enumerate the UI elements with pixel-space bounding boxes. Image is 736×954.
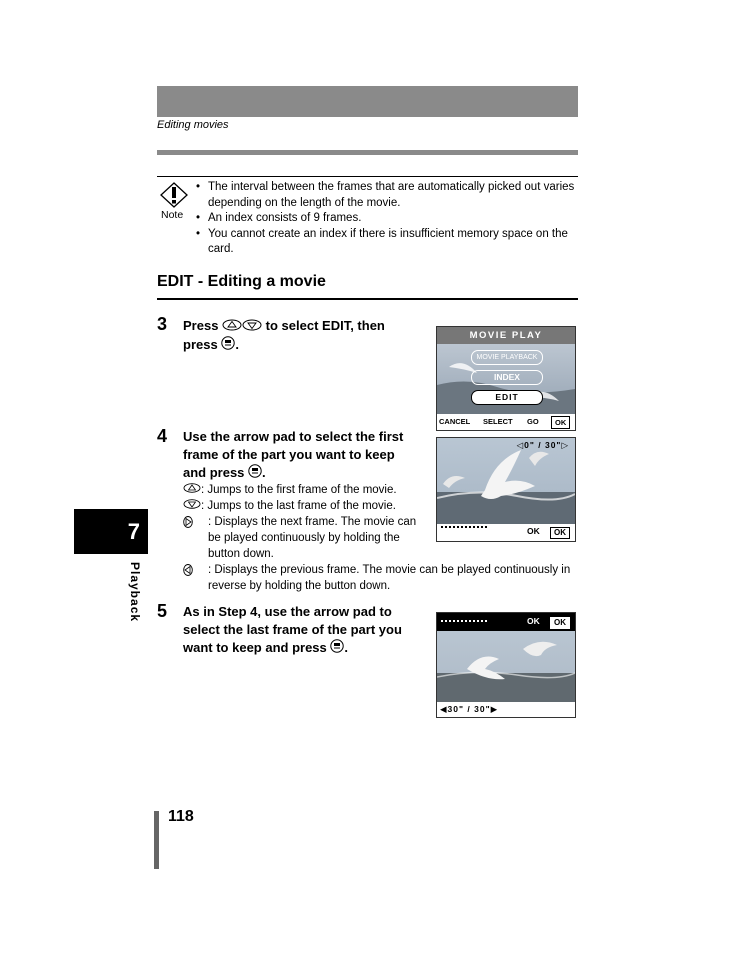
right-arrow-icon: ▷ xyxy=(561,440,569,450)
step5-text-c: want to keep and press xyxy=(183,640,327,655)
camera-screen-menu xyxy=(436,326,576,431)
note-top-rule xyxy=(157,176,578,177)
step4-item-up xyxy=(183,482,428,498)
menu-option-index[interactable]: INDEX xyxy=(471,370,543,385)
step4-item-right xyxy=(183,514,428,562)
step-number: 4 xyxy=(157,426,168,446)
section-title: EDIT - Editing a movie xyxy=(157,273,326,290)
step5-text-b: select the last frame of the part you xyxy=(183,622,402,637)
step3-text-c: press xyxy=(183,336,218,352)
frame-time-readout xyxy=(517,440,569,451)
page-number: 118 xyxy=(168,808,194,825)
screen3-ok-label: OK xyxy=(527,616,540,626)
go-label: GO xyxy=(527,417,539,426)
step3-text-d: . xyxy=(235,336,239,352)
note-label: Note xyxy=(161,209,184,221)
header-rule xyxy=(157,150,578,155)
menu-option-movie-playback[interactable]: MOVIE PLAYBACK xyxy=(471,350,543,365)
left-arrow-icon: ◁ xyxy=(516,440,525,450)
step5-text-a: As in Step 4, use the arrow pad to xyxy=(183,604,392,619)
up-down-button-icon xyxy=(222,318,262,336)
screen-menu-bottom-bar xyxy=(437,414,575,430)
camera-screen-last-frame xyxy=(436,612,576,718)
step-number: 5 xyxy=(157,601,168,621)
chapter-number: 7 xyxy=(127,518,140,544)
step4-item-text: : Jumps to the last frame of the movie. xyxy=(201,500,396,513)
step3-text-b: to select EDIT, then xyxy=(265,318,385,333)
chapter-label: Playback xyxy=(128,562,142,623)
step4-text xyxy=(183,428,428,483)
ok-box: OK xyxy=(551,416,570,429)
note-list xyxy=(196,180,580,258)
down-button-icon xyxy=(183,498,201,514)
section-rule xyxy=(157,298,578,300)
step4-text-a: Use the arrow pad to select the first xyxy=(183,429,404,444)
page-number-bar xyxy=(154,811,159,869)
step5-text xyxy=(183,603,433,658)
screen-menu-title: MOVIE PLAY xyxy=(469,330,543,341)
note-item: • An index consists of 9 frames. xyxy=(196,211,580,227)
right-arrow-icon: ▶ xyxy=(490,704,499,714)
ok-button-icon xyxy=(248,464,262,483)
step3-text-a: Press xyxy=(183,318,219,333)
time-text: 30" / 30" xyxy=(447,704,491,714)
step4-item-text: : Jumps to the first frame of the movie. xyxy=(201,484,397,497)
step5-text-d: . xyxy=(344,640,349,655)
note-item: • You cannot create an index if there is insufficient memory space on the card. xyxy=(196,227,580,258)
camera-screen-first-frame xyxy=(436,437,576,542)
up-button-icon xyxy=(183,482,201,498)
running-head: Editing movies xyxy=(157,119,229,131)
progress-dots xyxy=(441,620,487,627)
left-arrow-icon: ◀ xyxy=(440,704,448,714)
step4-item-text: : Displays the next frame. The movie can be played continuously by holding the button down. xyxy=(208,516,417,560)
ok-button-icon xyxy=(330,639,344,658)
ok-box: OK xyxy=(550,617,570,629)
note-item: • The interval between the frames that are automatically picked out varies depending on the length of the movie. xyxy=(196,180,580,211)
step4-item-down xyxy=(183,498,428,514)
step4-text-d: . xyxy=(262,465,266,480)
select-label: SELECT xyxy=(483,417,513,426)
frame-time-readout xyxy=(440,704,498,715)
ok-box: OK xyxy=(550,527,570,539)
cancel-label: CANCEL xyxy=(439,417,471,426)
step4-text-c: and press xyxy=(183,465,245,480)
time-text: 0" / 30" xyxy=(524,440,562,450)
step4-item-left xyxy=(183,562,583,594)
step-number: 3 xyxy=(157,314,168,334)
left-button-icon xyxy=(183,562,208,594)
menu-option-edit[interactable]: EDIT xyxy=(471,390,543,405)
progress-dots xyxy=(441,526,487,535)
step4-item-text: : Displays the previous frame. The movie can be played continuously in reverse by holding the button down. xyxy=(208,564,571,592)
screen2-ok-label: OK xyxy=(527,526,540,536)
right-button-icon xyxy=(183,514,208,562)
header-bar xyxy=(157,86,578,117)
step4-text-b: frame of the part you want to keep xyxy=(183,447,395,462)
ok-button-icon xyxy=(221,336,235,355)
step3-text xyxy=(183,317,423,355)
